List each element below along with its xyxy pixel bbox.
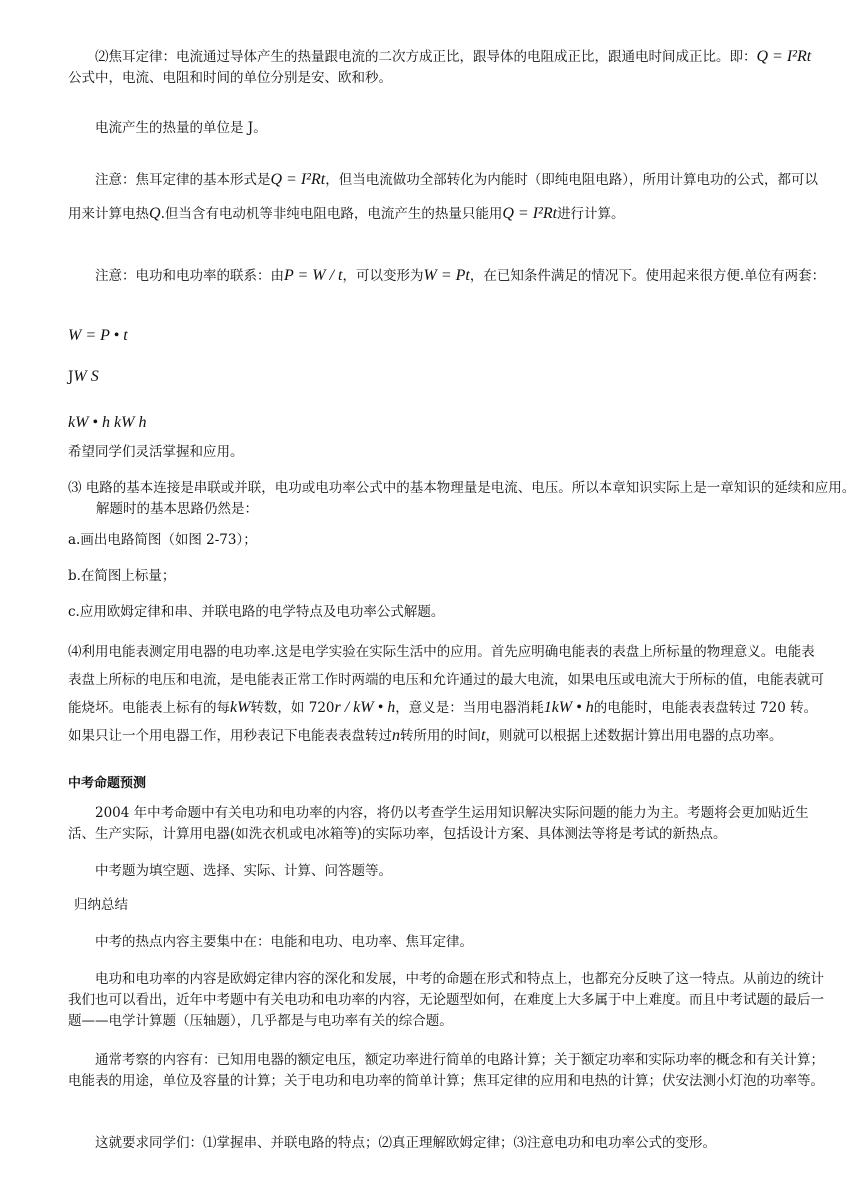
text: 进行计算。 xyxy=(557,206,625,222)
formula-w-p-t: W = P • t xyxy=(68,327,128,344)
heading-summary: 归纳总结 xyxy=(74,897,128,913)
units-row-1 xyxy=(68,366,828,388)
units-row-2: kW • h kW h xyxy=(68,414,147,431)
symbol-t: t xyxy=(481,727,486,744)
paragraph-common-content: 通常考察的内容有：已知用电器的额定电压，额定功率进行简单的电路计算；关于额定功率和实际功率的概念和有关计算；电能表的用途，单位及容量的计算；关于电功和电功率的简单计算；焦耳定律的应用和电热的计算；伏安法测小灯泡的功率等。 xyxy=(68,1052,824,1089)
step-c: c.应用欧姆定律和串、并联电路的电学特点及电功率公式解题。 xyxy=(68,604,445,620)
paragraph-point-3: ⑶ 电路的基本连接是串联或并联，电功或电功率公式中的基本物理量是电流、电压。所以本章知识实际上是一章知识的延续和应用。解题时的基本思路仍然是： xyxy=(68,480,856,517)
text: ⑷利用电能表测定用电器的电功率.这是电学实验在实际生活中的应用。首先应明确电能表的表盘上所标量的物理意义。电能表表盘上所标的电压和电流，是电能表正常工作时两端的电压和允许通过的最大电流，如果电压或电流大于所标的值，电能表就可能烧坏。电能表上标有的每 xyxy=(68,644,824,716)
text: .但当含有电动机等非纯电阻电路，电流产生的热量只能用 xyxy=(160,206,503,222)
text: ，则就可以根据上述数据计算出用电器的点功率。 xyxy=(485,728,783,744)
paragraph-note-joule xyxy=(68,163,828,231)
paragraph-deepening: 电功和电功率的内容是欧姆定律内容的深化和发展，中考的命题在形式和特点上，也都充分反映了这一特点。从前边的统计我们也可以看出，近年中考题中有关电功和电功率的内容，无论题型如何，在难度上大多属于中上难度。而且中考试题的最后一题——电学计算题（压轴题），几乎都是与电功率有关的综合题。 xyxy=(68,971,824,1029)
text: ，意义是：当用电器消耗 xyxy=(395,700,544,716)
formula-q-i2rt: Q = I²Rt xyxy=(502,205,558,222)
heading-forecast: 中考命题预测 xyxy=(68,776,147,791)
step-a: a.画出电路简图（如图 2-73）； xyxy=(68,532,257,548)
text: ⑵焦耳定律：电流通过导体产生的热量跟电流的二次方成正比，跟导体的电阻成正比，跟通电时间成正比。即： xyxy=(95,49,757,65)
formula-q: Q xyxy=(149,205,161,222)
text: 转数，如 720 xyxy=(250,700,335,716)
unit-1kwh: 1kW • h xyxy=(543,699,594,716)
text: 公式中，电流、电阻和时间的单位分别是安、欧和秒。 xyxy=(68,70,392,86)
paragraph-requirements: 这就要求同学们：⑴掌握串、并联电路的特点；⑵真正理解欧姆定律；⑶注意电功和电功率公式的变形。 xyxy=(95,1135,716,1151)
unit-formula: W S xyxy=(73,368,99,385)
paragraph-point-4 xyxy=(68,638,828,750)
text: 注意：电功和电功率的联系：由 xyxy=(95,268,284,284)
formula-p-w-t: P = W / t xyxy=(284,267,343,284)
paragraph-question-types: 中考题为填空题、选择、实际、计算、问答题等。 xyxy=(95,863,392,879)
paragraph-note-power xyxy=(68,263,828,289)
step-b: b.在简图上标量； xyxy=(68,568,176,584)
unit-j: J xyxy=(68,369,74,385)
paragraph-heat-unit: 电流产生的热量的单位是 J。 xyxy=(95,120,267,136)
text: 的电能时，电能表表盘转过 720 转。如果只让一个用电器工作，用秒表记下电能表表盘转过 xyxy=(68,700,818,744)
paragraph-hot-topics: 中考的热点内容主要集中在：电能和电功、电功率、焦耳定律。 xyxy=(95,934,473,950)
formula-w-pt: W = Pt xyxy=(423,267,470,284)
paragraph-2004: 2004 年中考命题中有关电功和电功率的内容，将仍以考查学生运用知识解决实际问题的能力为主。考题将会更加贴近生活、生产实际，计算用电器(如洗衣机或电冰箱等)的实际功率，包括设计方案、具体测法等将是考试的新热点。 xyxy=(68,805,809,842)
unit-r-per-kwh: r / kW • h xyxy=(334,699,396,716)
text: 注意：焦耳定律的基本形式是 xyxy=(95,172,271,188)
text: 转所用的时间 xyxy=(400,728,481,744)
unit-kw: kW xyxy=(230,699,251,716)
text: ，在已知条件满足的情况下。使用起来很方便.单位有两套： xyxy=(469,268,826,284)
paragraph-hope: 希望同学们灵活掌握和应用。 xyxy=(68,444,244,460)
formula-q-i2rt: Q = I²Rt xyxy=(270,171,326,188)
symbol-n: n xyxy=(392,727,400,744)
paragraph-joule-law xyxy=(68,46,828,89)
text: ，但当电流做功全部转化为内能时（即纯电阻电路），所用计算电功的公式，都可以用来计算电热 xyxy=(68,172,818,222)
text: ，可以变形为 xyxy=(342,268,424,284)
formula-q-i2rt: Q = I²Rt xyxy=(756,48,812,65)
